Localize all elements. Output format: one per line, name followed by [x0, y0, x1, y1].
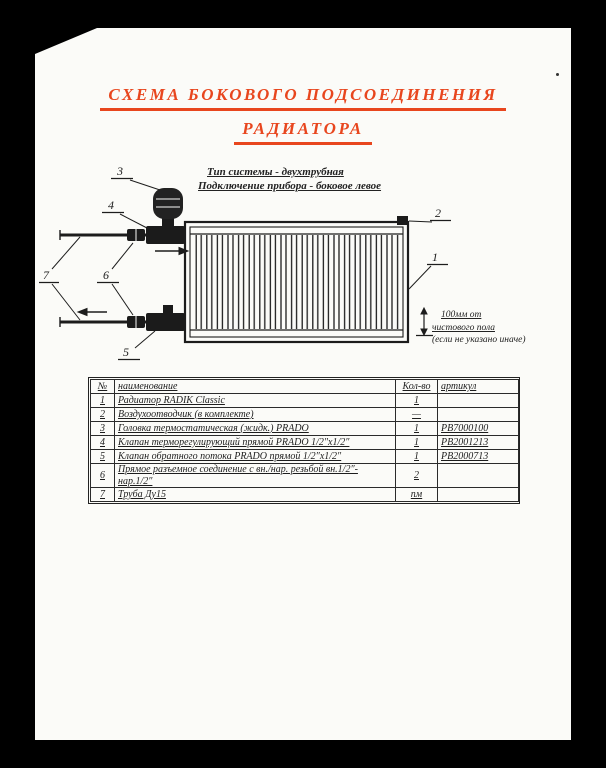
callout-5: [118, 331, 155, 360]
cell-name: Клапан терморегулирующий прямой PRADO 1/2″х1/2″: [115, 436, 396, 450]
cell-qty: 1: [396, 450, 438, 464]
cell-num: 6: [91, 464, 115, 488]
cell-qty: 1: [396, 394, 438, 408]
radiator-body: [185, 222, 408, 342]
cell-name: Прямое разъемное соединение с вн./нар. резьбой вн.1/2″-нар.1/2″: [115, 464, 396, 488]
cell-num: 5: [91, 450, 115, 464]
callout-2: [409, 206, 451, 222]
cell-qty: 1: [396, 436, 438, 450]
svg-text:3: 3: [117, 164, 123, 178]
thermostatic-head: [153, 188, 183, 227]
floor-note-line-1: 100мм от: [441, 310, 482, 320]
callout-1: [409, 250, 448, 289]
svg-text:6: 6: [103, 268, 109, 282]
table-row: [91, 436, 519, 450]
callout-3: [111, 164, 160, 190]
floor-note: [432, 309, 526, 347]
flow-arrow-return: [78, 309, 107, 316]
cell-name: Клапан обратного потока PRADO прямой 1/2″х1/2″: [115, 450, 396, 464]
cell-qty: 2: [396, 464, 438, 488]
air-vent: [397, 216, 408, 225]
cell-qty: пм: [396, 488, 438, 502]
header-name: наименование: [115, 380, 396, 394]
cell-article: РВ7000100: [438, 422, 519, 436]
return-valve: [146, 305, 185, 331]
cell-qty: —: [396, 408, 438, 422]
union-fitting-bottom: [127, 314, 145, 330]
cell-article: [438, 464, 519, 488]
parts-table: [90, 379, 519, 502]
table-row: [91, 408, 519, 422]
cell-name: Радиатор RADIK Classic: [115, 394, 396, 408]
connection-type-note: Подключение прибора - боковое левое: [198, 180, 382, 192]
table-row: [91, 450, 519, 464]
table-row: [91, 422, 519, 436]
callout-4: [102, 198, 147, 228]
cell-qty: 1: [396, 422, 438, 436]
header-num: №: [91, 380, 115, 394]
parts-table-wrapper: [88, 377, 520, 504]
svg-text:1: 1: [432, 250, 438, 264]
page-title-line-2: РАДИАТОРА: [234, 118, 371, 145]
cell-name: Головка термостатическая (жидк.) PRADO: [115, 422, 396, 436]
cell-num: 4: [91, 436, 115, 450]
cell-article: РВ2000713: [438, 450, 519, 464]
dimension-arrow: [416, 308, 433, 336]
union-fitting-top: [127, 227, 145, 243]
cell-name: Труба Ду15: [115, 488, 396, 502]
header-article: артикул: [438, 380, 519, 394]
thermostatic-valve: [146, 226, 185, 244]
cell-num: 2: [91, 408, 115, 422]
scan-corner-notch: [35, 28, 97, 54]
table-row: [91, 394, 519, 408]
svg-text:7: 7: [43, 268, 49, 282]
cell-num: 7: [91, 488, 115, 502]
cell-article: [438, 394, 519, 408]
system-type-note: Тип системы - двухтрубная: [207, 166, 344, 178]
callout-7: [39, 237, 80, 320]
table-row: [91, 488, 519, 502]
svg-text:2: 2: [435, 206, 441, 220]
floor-note-line-2: чистового пола: [432, 322, 495, 333]
page-title-line-1: СХЕМА БОКОВОГО ПОДСОЕДИНЕНИЯ: [100, 84, 505, 111]
flow-arrow-supply: [155, 248, 188, 255]
cell-article: [438, 488, 519, 502]
cell-num: 3: [91, 422, 115, 436]
callout-6: [97, 243, 133, 315]
document-page: [35, 28, 571, 740]
svg-text:5: 5: [123, 345, 129, 359]
page-title: [35, 84, 571, 145]
cell-num: 1: [91, 394, 115, 408]
table-row: [91, 464, 519, 488]
svg-text:4: 4: [108, 198, 114, 212]
cell-article: РВ2001213: [438, 436, 519, 450]
scan-dot-artifact: [556, 73, 559, 76]
floor-note-line-3: (если не указано иначе): [432, 335, 526, 345]
header-qty: Кол-во: [396, 380, 438, 394]
table-header-row: [91, 380, 519, 394]
cell-article: [438, 408, 519, 422]
cell-name: Воздухоотводчик (в комплекте): [115, 408, 396, 422]
